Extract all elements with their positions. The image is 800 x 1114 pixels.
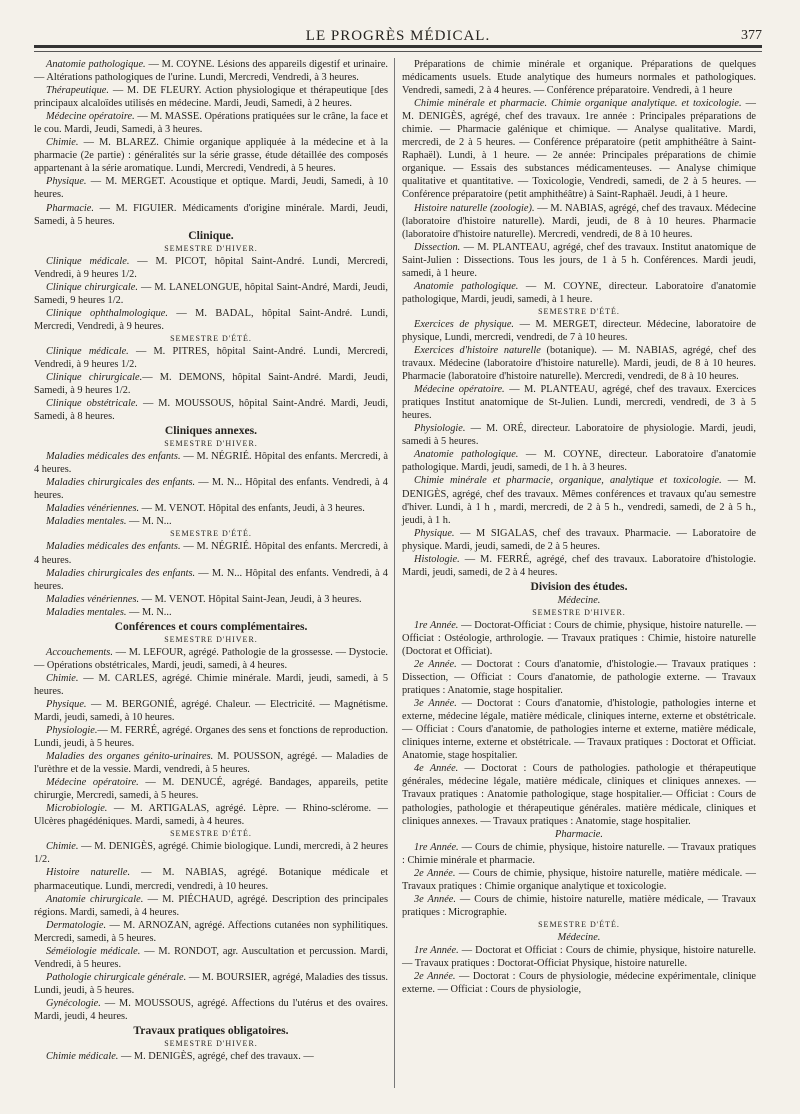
course-entry — [34, 567, 388, 593]
course-entry — [402, 97, 756, 201]
course-details: — M. COYNE, directeur. Laboratoire d'anatomie pathologique, Mardi, jeudi, samedi, à 1 heure. — [402, 280, 756, 305]
course-entry — [402, 202, 756, 241]
course-details: — M. PICOT, hôpital Saint-André. Lundi, Mercredi, Vendredi, à 9 heures 1/2. — [34, 255, 388, 280]
page-number: 377 — [741, 28, 762, 43]
course-entry — [34, 750, 388, 776]
course-entry — [34, 672, 388, 698]
course-details: — M. DEMONS, hôpital Saint-André. Mardi, Jeudi, Samedi, à 9 heures 1/2. — [34, 371, 388, 397]
course-entry — [34, 1050, 388, 1063]
course-entry — [402, 241, 756, 280]
course-title: Anatomie chirurgicale. — [46, 893, 144, 905]
section-heading: Travaux pratiques obligatoires. — [133, 1024, 289, 1038]
course-title: Clinique ophthalmologique. — [46, 307, 168, 319]
course-title: 4e Année. — [414, 763, 459, 775]
course-details: — M. LEFOUR, agrégé. Pathologie de la grossesse. — Dystocie. — Opérations obstétricales, Mardi, jeudi, samedi, à 4 heures. — [34, 646, 388, 671]
course-entry — [34, 345, 388, 371]
course-details: — M. FERRÉ, agrégé. Organes des sens et fonctions de reproduction. Lundi, jeudi, à 5 heures. — [34, 725, 388, 750]
course-details: — Doctorat : Cours de physiologie, médecine expérimentale, clinique externe. — Officiat : Cours de physiologie, — [402, 971, 756, 996]
course-entry — [402, 893, 756, 919]
course-entry — [34, 281, 388, 307]
page-header — [34, 26, 762, 46]
course-entry — [34, 606, 388, 619]
course-title: 3e Année. — [414, 893, 456, 905]
course-title: Maladies chirurgicales des enfants. — [46, 477, 196, 489]
semester-label: SEMESTRE D'HIVER. — [164, 634, 258, 644]
section-heading: Clinique. — [188, 228, 234, 242]
course-title: Physique. — [46, 176, 87, 188]
course-entry — [34, 110, 388, 136]
course-title: Microbiologie. — [46, 803, 108, 815]
course-entry — [402, 970, 756, 996]
semester-label: SEMESTRE D'HIVER. — [164, 1039, 258, 1049]
course-details: — Cours de chimie, physique, histoire naturelle, matière médicale. — Travaux pratiques : Chimie organique analytique et toxicologie. — [402, 867, 757, 892]
course-details: — M. BERGONIÉ, agrégé. Chaleur. — Electricité. — Magnétisme. Mardi, jeudi, samedi, à 10 heures. — [34, 698, 388, 723]
semester-label: SEMESTRE D'HIVER. — [164, 439, 258, 449]
course-title: Chimie. — [46, 137, 79, 149]
course-entry — [34, 540, 388, 566]
course-details: — M. COYNE. Lésions des appareils digestif et urinaire. — Altérations pathologiques de l'urine. Lundi, Mercredi, Vendredi, à 3 heures. — [34, 59, 389, 84]
course-title: 2e Année. — [414, 867, 456, 879]
course-details: — M. ARTIGALAS, agrégé. Lèpre. — Rhino-sclérome. — Ulcères phagédéniques. Mardi, samedi, à 4 heures. — [34, 803, 388, 828]
course-title: Clinique médicale. — [46, 255, 130, 267]
semester-label: SEMESTRE D'ÉTÉ. — [538, 919, 620, 929]
course-details: — Cours de chimie, histoire naturelle, matière médicale, — Travaux pratiques : Micrographie. — [402, 893, 757, 918]
course-entry — [402, 344, 756, 383]
section-heading: Cliniques annexes. — [164, 424, 258, 438]
course-entry — [34, 502, 388, 515]
course-title: Dissection. — [414, 241, 461, 253]
course-title: Thérapeutique. — [46, 85, 109, 97]
course-entry — [402, 867, 756, 893]
course-entry — [402, 619, 756, 658]
course-title: Physique. — [414, 527, 455, 539]
course-details: — M. N... Hôpital des enfants. Vendredi, à 4 heures. — [34, 567, 388, 592]
course-details: — M. DENUCÉ, agrégé. Bandages, appareils, petite chirurgie, Mercredi, samedi, à 5 heures. — [34, 777, 388, 802]
course-title: Accouchements. — [46, 646, 113, 658]
course-details: — M SIGALAS, chef des travaux. Pharmacie. — Laboratoire de physique. Mardi, jeudi, samedi, de 2 à 5 heures. — [402, 527, 756, 552]
course-entry — [402, 383, 756, 422]
course-entry — [34, 450, 388, 476]
course-details: — M. NABIAS, agrégé, chef des travaux. Médecine (laboratoire d'histoire naturelle). Mardi, jeudi, de 8 à 10 heures. Pharmacie (laboratoire d'histoire naturelle). Mercredi, vendredi, de 8 à 10 heures. — [402, 202, 756, 240]
left-column — [34, 58, 388, 1063]
section-subheading: Médecine. — [557, 594, 601, 606]
course-entry — [402, 58, 756, 97]
semester-label: SEMESTRE D'ÉTÉ. — [538, 306, 620, 316]
course-details: — M. DENIGÈS, agrégé, chef des travaux. — — [118, 1051, 314, 1063]
course-title: Maladies médicales des enfants. — [46, 541, 181, 553]
course-entry — [402, 553, 756, 579]
course-entry — [34, 776, 388, 802]
course-entry — [34, 866, 388, 892]
course-details: — M. DE FLEURY. Action physiologique et thérapeutique [des principaux alcaloïdes utilisés en médecine. Mardi, Jeudi, Samedi, à 2 heures. — [34, 85, 388, 110]
course-details: — M. ARNOZAN, agrégé. Affections cutanées non syphilitiques. Mercredi, samedi, à 5 heures. — [34, 919, 388, 944]
course-entry — [402, 448, 756, 474]
course-details: — M. NÉGRIÉ. Hôpital des enfants. Mercredi, à 4 heures. — [34, 451, 388, 476]
course-title: Médecine opératoire. — [46, 777, 139, 789]
semester-label: SEMESTRE D'ÉTÉ. — [170, 829, 252, 839]
course-entry — [34, 397, 388, 423]
course-entry — [34, 724, 388, 750]
course-details: — M. N... Hôpital des enfants. Vendredi, à 4 heures. — [34, 477, 388, 502]
course-title: Exercices de physique. — [414, 318, 515, 330]
course-title: Histoire naturelle (zoologie). — [414, 202, 535, 214]
section-subheading: Pharmacie. — [555, 828, 603, 840]
course-title: Anatomie pathologique. — [414, 280, 519, 292]
course-details: — M. BLAREZ. Chimie organique appliquée à la médecine et à la pharmacie (2e partie) : généralités sur la série grasse, étude détaillée des composés appartenant à la série aromatique. Lundi, Mercredi, Vendredi, à 5 heures. — [34, 137, 388, 175]
course-details: — M. N... — [126, 516, 172, 528]
course-details: — M. NÉGRIÉ. Hôpital des enfants. Mercredi, à 4 heures. — [34, 541, 388, 566]
course-details: — M. LANELONGUE, hôpital Saint-André, Mardi, Jeudi, Samedi, 9 heures 1/2. — [34, 281, 388, 306]
section-heading: Conférences et cours complémentaires. — [114, 619, 308, 633]
course-entry — [34, 136, 388, 175]
course-title: Maladies mentales. — [46, 606, 127, 618]
course-title: 2e Année. — [414, 659, 457, 671]
course-entry — [402, 280, 756, 306]
course-title: Maladies médicales des enfants. — [46, 451, 181, 463]
course-title: Chimie minérale et pharmacie. Chimie organique analytique. et toxicologie. — [414, 98, 742, 110]
course-title: Médecine opératoire. — [46, 111, 135, 123]
course-details: — M. PIÉCHAUD, agrégé. Description des principales régions. Mardi, samedi, à 4 heures. — [34, 893, 388, 918]
course-title: 1re Année. — [414, 619, 459, 631]
section-heading: Division des études. — [530, 579, 628, 593]
course-entry — [402, 658, 756, 697]
course-details: — M. DENIGÈS, agrégé, chef des travaux. Mêmes conférences et travaux qu'au semestre d'hiver. Lundi, à 1 h , mardi, mercredi, de 2 à 5 h., vendredi, samedi, de 2 à 5 h., jeudi, à 1 h. — [402, 475, 756, 526]
course-entry — [402, 474, 756, 526]
course-details: Préparations de chimie minérale et organique. Préparations de quelques médicaments usuels. Etude analytique des humeurs normales et pathologiques. Vendredi, samedi, 2 à 4 heures. — Conférence préparatoire. Vendredi, à 1 heure — [402, 59, 756, 97]
course-details: — M. RONDOT, agr. Auscultation et percussion. Mardi, Vendredi, à 5 heures. — [34, 945, 388, 970]
column-divider — [394, 58, 395, 1088]
header-rule-thick — [34, 45, 762, 48]
course-title: Clinique médicale. — [46, 345, 129, 357]
semester-label: SEMESTRE D'ÉTÉ. — [170, 333, 252, 343]
course-details: — M. BADAL, hôpital Saint-André. Lundi, Mercredi, Vendredi, à 9 heures. — [34, 307, 388, 332]
course-title: Pathologie chirurgicale générale. — [46, 971, 187, 983]
course-entry — [34, 202, 388, 228]
course-title: Exercices d'histoire naturelle — [414, 344, 541, 356]
section-subheading: Médecine. — [557, 931, 601, 943]
course-entry — [402, 762, 756, 827]
course-title: Maladies mentales. — [46, 516, 127, 528]
course-details: — Doctorat : Cours d'anatomie, d'histologie.— Travaux pratiques : Dissection, — Officiat : Cours d'anatomie, de pathologie externe. — Travaux pratiques : Anatomie, stage hospitalier. — [402, 659, 757, 697]
course-title: Physiologie. — [46, 725, 98, 737]
course-title: 2e Année. — [414, 971, 456, 983]
course-details: — M. MOUSSOUS, hôpital Saint-André. Mardi, Jeudi, Samedi, à 8 heures. — [34, 398, 388, 423]
course-details: M. POUSSON, agrégé. — Maladies de l'urèthre et de la vessie. Mardi, vendredi, à 5 heures. — [34, 751, 388, 776]
course-entry — [402, 697, 756, 762]
semester-label: SEMESTRE D'HIVER. — [532, 607, 626, 617]
course-entry — [34, 175, 388, 201]
course-entry — [34, 84, 388, 110]
course-entry — [402, 318, 756, 344]
course-details: — M. CARLES, agrégé. Chimie minérale. Mardi, jeudi, samedi, à 5 heures. — [34, 672, 388, 697]
course-details: — M. MOUSSOUS, agrégé. Affections du l'utérus et des ovaires. Mardi, jeudi, 4 heures. — [34, 997, 388, 1022]
course-title: 1re Année. — [414, 945, 459, 956]
course-details: — M. N... — [126, 606, 172, 618]
course-entry — [34, 476, 388, 502]
course-details: — Doctorat : Cours d'anatomie, d'histologie, pathologies interne et externe, médecine légale, matière médicale, cliniques interne, externe et obstétricale. — Officiat : Cours d'anatomie, de pathologies interne et externe, matière médicale, cliniques interne, externe et obstétricale. — Travaux pratiques : Doctorat et Officiat. Anatomie, stage hospitalier. — [402, 698, 756, 762]
course-entry — [34, 945, 388, 971]
course-details: — M. VENOT. Hôpital Saint-Jean, Jeudi, à 3 heures. — [139, 593, 362, 605]
course-title: 3e Année. — [414, 698, 457, 710]
course-title: Clinique obstétricale. — [46, 398, 139, 410]
course-entry — [34, 515, 388, 528]
right-column — [402, 58, 756, 996]
course-details: — M. PLANTEAU, agrégé, chef des travaux. Institut anatomique de Saint-Julien : Dissections. Tous les jours, de 1 à 5 h. Conférences. Mardi jeudi, samedi, à 1 heure. — [402, 241, 756, 279]
course-title: Médecine opératoire. — [414, 384, 505, 396]
course-entry — [34, 971, 388, 997]
semester-label: SEMESTRE D'ÉTÉ. — [170, 529, 252, 539]
course-title: Maladies vénériennes. — [46, 593, 140, 605]
course-title: Anatomie pathologique. — [46, 59, 146, 70]
course-entry — [34, 698, 388, 724]
course-details: — Doctorat : Cours de pathologies. pathologie et thérapeutique générales, médecine légale, matière médicale, cliniques et cliniques annexes. — Travaux pratiques : Anatomie pathologique, stage hospitalier.— Officiat : Cours de pathologies, pathologie et thérapeutique générales. matière médicale, cliniques et cliniques annexes. — Travaux pratiques : Anatomie, stage hospitalier. — [402, 763, 756, 827]
course-title: Chimie. — [46, 672, 79, 684]
course-details: — M. FERRÉ, agrégé, chef des travaux. Laboratoire d'histologie. Mardi, jeudi, samedi, de 2 à 4 heures. — [402, 553, 756, 578]
course-entry — [34, 255, 388, 281]
course-entry — [402, 841, 756, 867]
course-details: — M. PLANTEAU, agrégé, chef des travaux. Exercices pratiques Institut anatomique de St-Julien. Lundi, mercredi, vendredi, de 3 à 5 heures. — [402, 384, 756, 422]
course-title: Histologie. — [414, 553, 460, 565]
course-details: — Cours de chimie, physique, histoire naturelle. — Travaux pratiques : Chimie minérale et pharmacie. — [402, 841, 757, 866]
course-details: — M. ORÉ, directeur. Laboratoire de physiologie. Mardi, jeudi, samedi à 5 heures. — [402, 423, 756, 448]
course-entry — [34, 593, 388, 606]
course-details: — M. BOURSIER, agrégé, Maladies des tissus. Lundi, jeudi, à 5 heures. — [34, 971, 388, 996]
course-entry — [34, 802, 388, 828]
course-title: Physique. — [46, 698, 87, 710]
course-entry — [34, 307, 388, 333]
course-details: — M. DENIGÈS, agrégé. Chimie biologique. Lundi, mercredi, à 2 heures 1/2. — [34, 841, 388, 866]
course-title: Chimie minérale et pharmacie, organique, analytique et toxicologie. — [414, 475, 722, 487]
course-details: — M. VENOT. Hôpital des enfants, Jeudi, à 3 heures. — [139, 503, 365, 515]
course-details: — M. DENIGÈS, agrégé, chef des travaux. 1re année : Principales préparations de chimie. — Pharmacie galénique et chimique. — Analyse qualitative. Mardi, mercredi, de 2 à 5 heures. — Conférence préparatoire (petit amphithéâtre à Saint-Raphaël). Lundi, à 1 heure. — 2e année: Principales préparations de chimie organique. — Essais des substances médicamenteuses. — Analyse chimique qualitative et quantitative. — Toxicologie, Vendredi, samedi, de 2 à 5 heures. — Conférence préparatoire (petit amphithéâtre) à Saint-Raphaël. Jeudi, à 1 heure. — [402, 98, 756, 201]
course-title: Maladies des organes génito-urinaires. — [46, 751, 214, 763]
course-details: — M. MASSE. Opérations pratiquées sur le crâne, la face et le cou. Mardi, Jeudi, Samedi, à 3 heures. — [34, 111, 388, 136]
course-title: Anatomie pathologique. — [414, 449, 519, 461]
course-entry — [34, 646, 388, 672]
course-title: Chimie. — [46, 841, 79, 853]
course-entry — [34, 893, 388, 919]
course-entry — [34, 840, 388, 866]
course-details: — Doctorat-Officiat : Cours de chimie, physique, histoire naturelle. — Officiat : Ostéologie, arthrologie. — Travaux pratiques : Chimie, histoire naturelle (Doctorat et Officiat). — [402, 619, 757, 657]
course-title: Pharmacie. — [46, 202, 94, 214]
course-entry — [402, 944, 756, 970]
course-details: — M. FIGUIER. Médicaments d'origine minérale. Mardi, Jeudi, Samedi, à 5 heures. — [34, 202, 388, 227]
course-entry — [34, 919, 388, 945]
course-details: — M. NABIAS, agrégé. Botanique médicale et pharmaceutique. Lundi, mercredi, vendredi, à 10 heures. — [34, 867, 389, 892]
course-title: Histoire naturelle. — [46, 867, 131, 879]
course-details: — M. MERGET. Acoustique et optique. Mardi, Jeudi, Samedi, à 10 heures. — [34, 176, 388, 201]
semester-label: SEMESTRE D'HIVER. — [164, 243, 258, 253]
course-title: Gynécologie. — [46, 997, 101, 1009]
course-title: Clinique chirurgicale. — [46, 371, 143, 383]
header-rule-thin — [34, 51, 762, 52]
course-title: Dermatologie. — [46, 919, 107, 931]
running-title: LE PROGRÈS MÉDICAL. — [305, 28, 491, 44]
course-title: 1re Année. — [414, 841, 459, 853]
course-entry — [402, 527, 756, 553]
course-details: — Doctorat et Officiat : Cours de chimie, physique, histoire naturelle.— Travaux pratiques : Doctorat-Officiat Physique, histoire naturelle. — [402, 945, 757, 970]
course-details: — M. MERGET, directeur. Médecine, laboratoire de physique, Lundi, mercredi, vendredi, de 7 à 10 heures. — [402, 318, 757, 343]
course-entry — [34, 371, 388, 397]
course-details: — M. PITRES, hôpital Saint-André. Lundi, Mercredi, Vendredi, à 9 heures 1/2. — [34, 345, 388, 370]
course-entry — [34, 58, 388, 84]
course-title: Maladies vénériennes. — [46, 503, 140, 515]
course-title: Maladies chirurgicales des enfants. — [46, 567, 196, 579]
course-title: Clinique chirurgicale. — [46, 281, 138, 293]
course-title: Physiologie. — [414, 423, 466, 435]
course-title: Séméiologie médicale. — [46, 945, 141, 957]
course-details: (botanique). — M. NABIAS, agrégé, chef des travaux. Médecine (laboratoire d'histoire naturelle). Mardi, jeudi, de 8 à 10 heures. Pharmacie (laboratoire d'histoire naturelle). Mercredi, vendredi, de 8 à 10 heures. — [402, 344, 756, 383]
course-entry — [34, 997, 388, 1023]
course-entry — [402, 422, 756, 448]
course-title: Chimie médicale. — [46, 1051, 119, 1063]
course-details: — M. COYNE, directeur. Laboratoire d'anatomie pathologique. Mardi, jeudi, samedi, de 1 h. à 3 heures. — [402, 449, 756, 474]
